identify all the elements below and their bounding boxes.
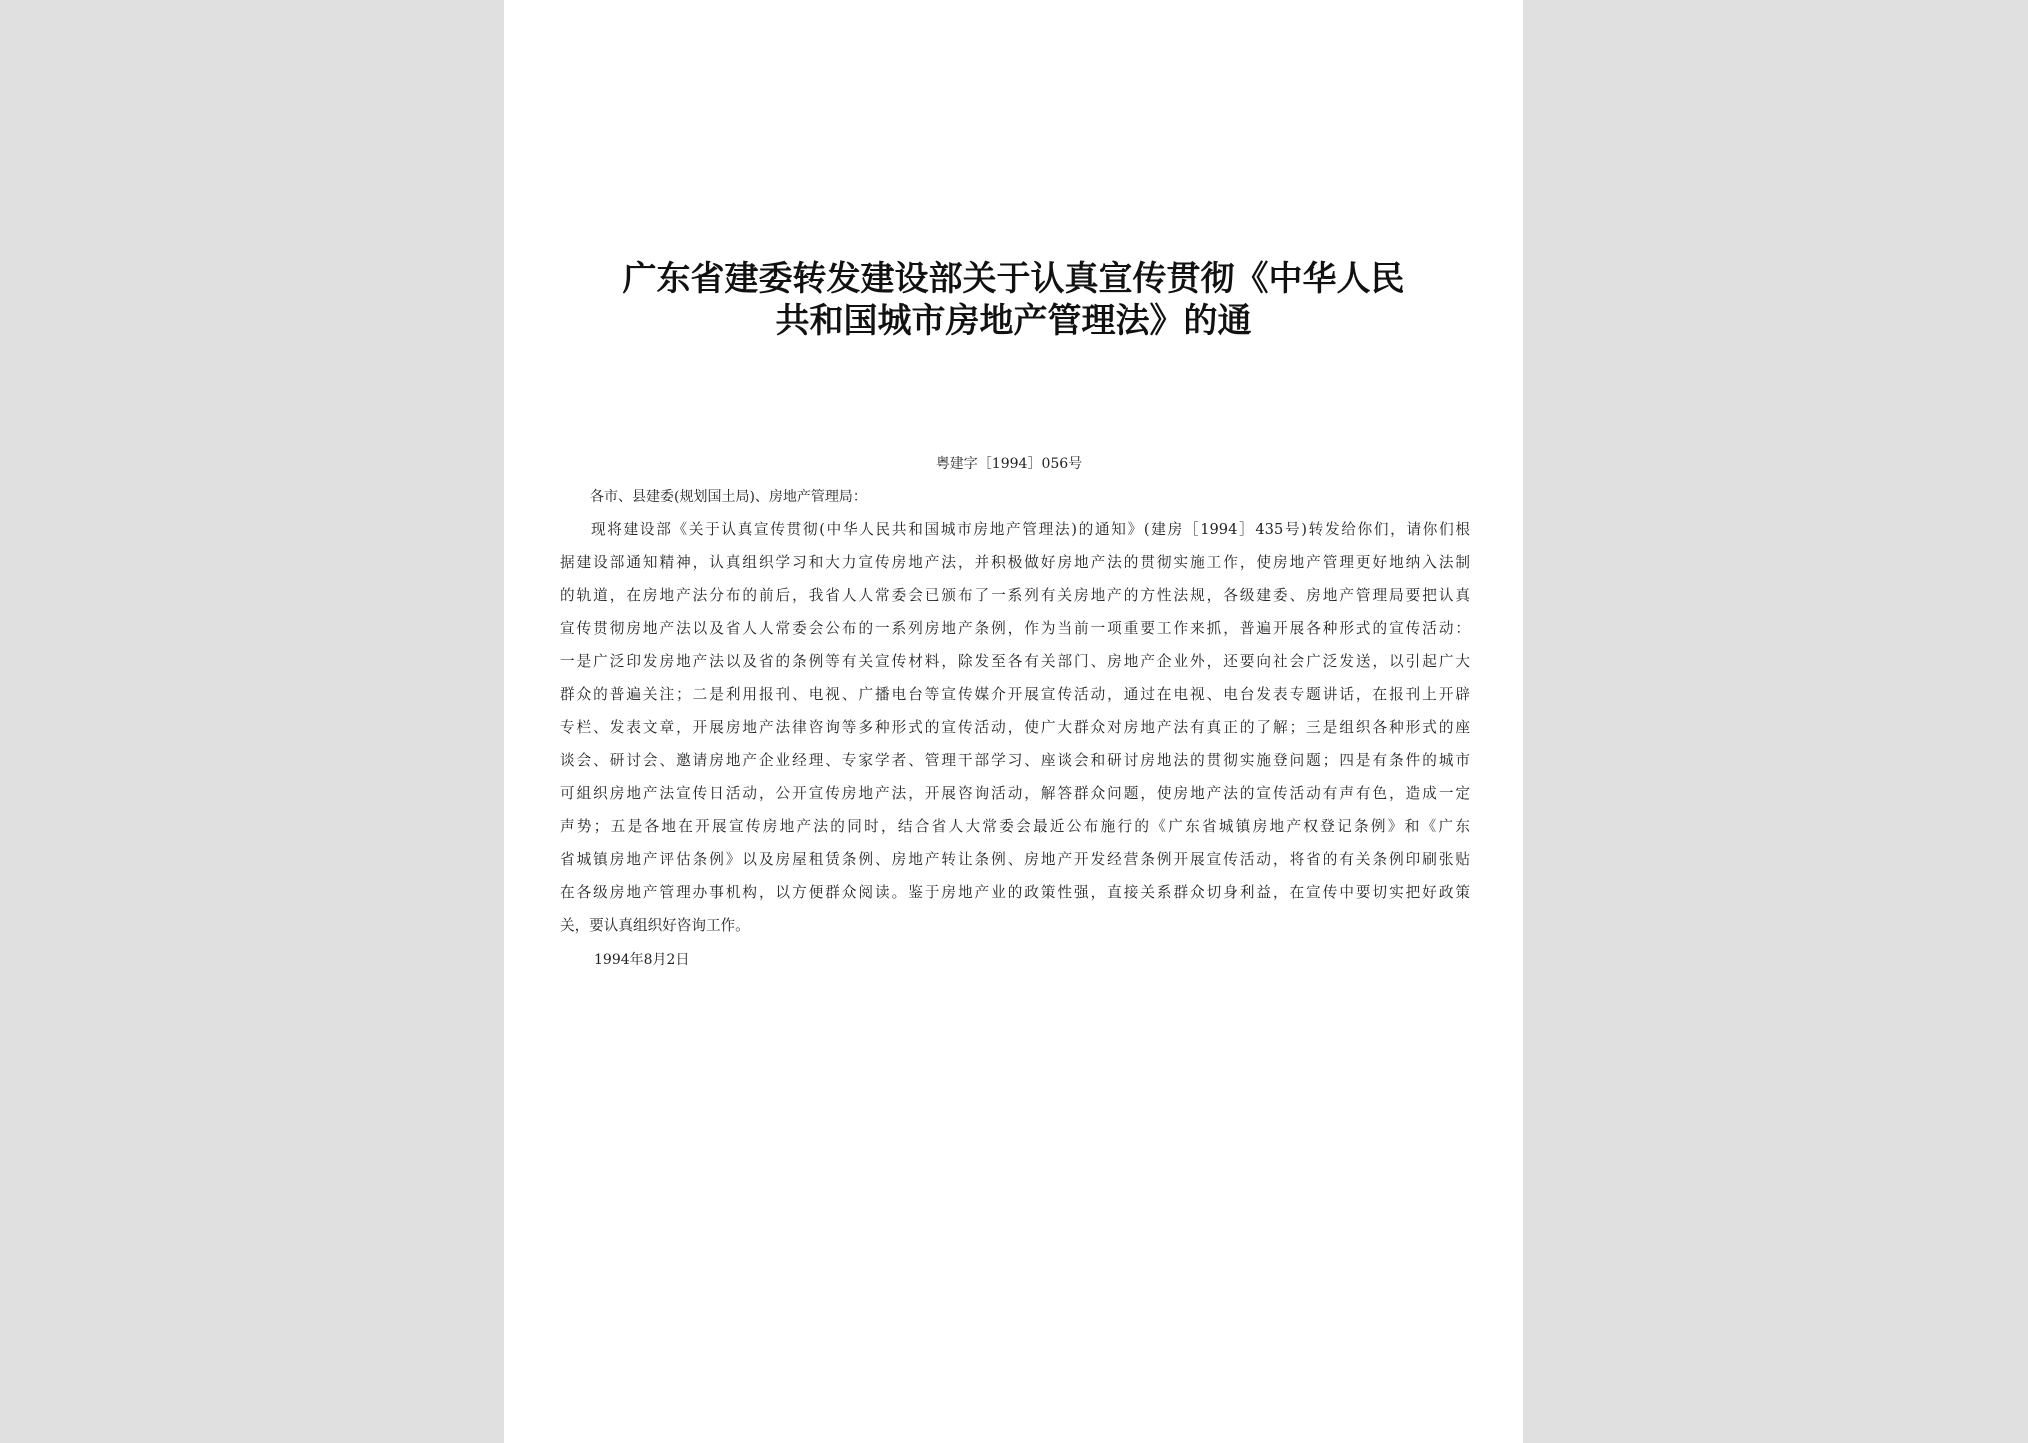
document-number: 粤建字［1994］056号 (935, 456, 1083, 472)
body-line: 在各级房地产管理办事机构，以方便群众阅读。鉴于房地产业的政策性强，直接关系群众切身利益，在宣传中要切实把好政策 (560, 884, 1470, 901)
body-line: 现将建设部《关于认真宣传贯彻(中华人民共和国城市房地产管理法)的通知》(建房［1994］435号)转发给你们，请你们根 (591, 521, 1470, 538)
body-line: 关，要认真组织好咨询工作。 (560, 917, 750, 934)
body-line: 的轨道，在房地产法分布的前后，我省人人常委会已颁布了一系列有关房地产的方性法规，各级建委、房地产管理局要把认真 (560, 587, 1470, 604)
document-title (504, 258, 1523, 342)
body-line: 一是广泛印发房地产法以及省的条例等有关宣传材料，除发至各有关部门、房地产企业外，还要向社会广泛发送，以引起广大 (560, 653, 1470, 670)
body-line: 省城镇房地产评估条例》以及房屋租赁条例、房地产转让条例、房地产开发经营条例开展宣传活动，将省的有关条例印刷张贴 (560, 851, 1470, 868)
body-line: 宣传贯彻房地产法以及省人人常委会公布的一系列房地产条例，作为当前一项重要工作来抓，普遍开展各种形式的宣传活动： (560, 620, 1470, 637)
document-date: 1994年8月2日 (594, 952, 690, 968)
title-line: 广东省建委转发建设部关于认真宣传贯彻《中华人民 (622, 259, 1405, 299)
body-line: 群众的普遍关注；二是利用报刊、电视、广播电台等宣传媒介开展宣传活动，通过在电视、电台发表专题讲话，在报刊上开辟 (560, 686, 1470, 703)
body-line: 声势；五是各地在开展宣传房地产法的同时，结合省人大常委会最近公布施行的《广东省城镇房地产权登记条例》和《广东 (560, 818, 1470, 835)
body-line: 可組织房地产法宣传日活动，公开宣传房地产法，开展咨询活动，解答群众问题，使房地产法的宣传活动有声有色，造成一定 (560, 785, 1470, 802)
document-page (504, 0, 1523, 1443)
title-line: 共和国城市房地产管理法》的通 (775, 301, 1252, 341)
document-body (560, 518, 1470, 947)
body-line: 专栏、发表文章，开展房地产法律咨询等多种形式的宣传活动，使广大群众对房地产法有真正的了解；三是组织各种形式的座 (560, 719, 1470, 736)
body-line: 谈会、研讨会、邀请房地产企业经理、专家学者、管理干部学习、座谈会和研讨房地法的贯彻实施登问题；四是有条件的城市 (560, 752, 1470, 769)
addressee: 各市、县建委(规划国土局)、房地产管理局： (590, 489, 867, 505)
body-line: 据建设部通知精神，认真组织学习和大力宣传房地产法，并积极做好房地产法的贯彻实施工作，使房地产管理更好地纳入法制 (560, 554, 1470, 571)
